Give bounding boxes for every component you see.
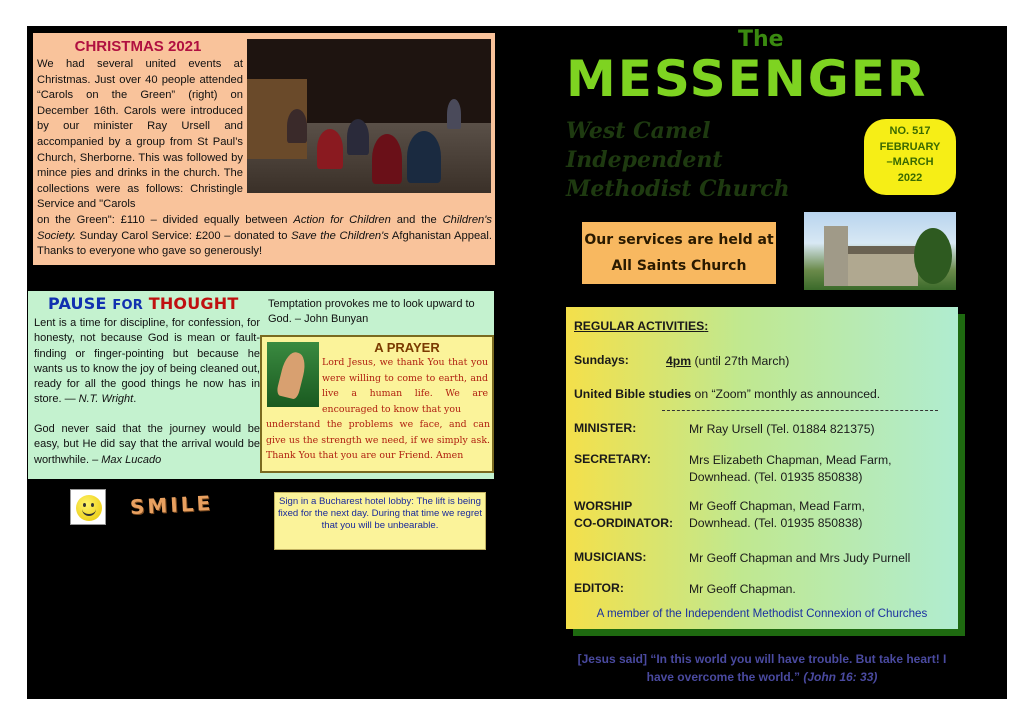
connexion-membership-note: A member of the Independent Methodist Connexion of Churches (596, 607, 928, 620)
services-location-box: Our services are held at All Saints Church (582, 222, 776, 284)
hotel-sign-joke: Sign in a Bucharest hotel lobby: The lift is being fixed for the next day. During that time we regret that you will be unbearable. (274, 492, 486, 550)
prayer-text-upper: Lord Jesus, we thank You that you were willing to come to earth, and live a human life. We are encouraged to know that you (322, 357, 488, 416)
christmas-text-continued: on the Green": £110 – divided equally between Action for Children and the Children's Society. Sunday Carol Service: £200 – donated to Save the Children's Afghanistan Appeal. Thanks to everyone who gave so generously! (37, 214, 492, 258)
christmas-text-main: We had several united events at Christmas. Just over 40 people attended “Carols on the Green” (right) on December 16th. Carols were introduced by our minister Ray Ursell and accompanied by a group from St Paul’s Church, Sherborne. This was followed by mince pies and drinks in the church. The collections were as follows: Christingle Service and "Carols (37, 58, 243, 211)
bunyan-quote: Temptation provokes me to look upward to God. – John Bunyan (268, 298, 475, 325)
prayer-text-lower: understand the problems we face, and can give us the strength we need, if we simply ask. Thank You that you are our Friend. Amen (266, 419, 490, 462)
praying-hands-image (267, 342, 319, 407)
divider (662, 410, 938, 411)
masthead-title: MESSENGER (566, 50, 928, 108)
smile-heading: SMILE (129, 490, 214, 520)
issue-badge: NO. 517 FEBRUARY –MARCH 2022 (864, 119, 956, 195)
christmas-title: CHRISTMAS 2021 (74, 38, 202, 55)
prayer-title: A PRAYER (374, 340, 440, 355)
journey-quote-text: God never said that the journey would be easy, but He did say that the arrival would be worthwhile. – Max Lucado (34, 423, 260, 466)
lent-reflection-text: Lent is a time for discipline, for confession, for honesty, not because God is mean or fault-finding or finger-pointing but because he wants us to know the joy of being cleaned out, ready for all the good things he now has in store. — N.T. Wright. (34, 317, 260, 406)
prayer-box (260, 335, 494, 473)
christmas-article (33, 33, 495, 265)
regular-activities-box: REGULAR ACTIVITIES: Sundays: 4pm (until 27th March) United Bible studies on “Zoom” monthly as announced. MINISTER: Mr Ray Ursell (Tel. 01884 821375) SECRETARY: Mrs Elizabeth Chapman, Mead Farm, Downhead. (Tel. 01935 850838) WORSHIP CO-ORDINATOR: Mr Geoff Chapman, Mead Farm, Downhead. (Tel. 01935 850838) MUSICIANS: Mr Geoff Chapman and Mrs Judy Purnell EDITOR: Mr Geoff Chapman. A member of the Independent Methodist Connexion of Churches (566, 307, 958, 629)
bible-studies-row: United Bible studies on “Zoom” monthly as announced. (574, 387, 881, 401)
masthead-the: The (738, 27, 784, 52)
bible-verse: [Jesus said] “In this world you will have trouble. But take heart! I have overcome the world.” (John 16: 33) (577, 652, 947, 684)
carols-on-the-green-photo (247, 39, 491, 193)
all-saints-church-photo (804, 212, 956, 290)
church-name: West Camel Independent Methodist Church (566, 118, 790, 202)
activities-title: REGULAR ACTIVITIES: (574, 319, 709, 333)
pause-for-thought-title: PAUSE FOR THOUGHT (48, 294, 239, 313)
smiley-face-icon (70, 489, 106, 525)
